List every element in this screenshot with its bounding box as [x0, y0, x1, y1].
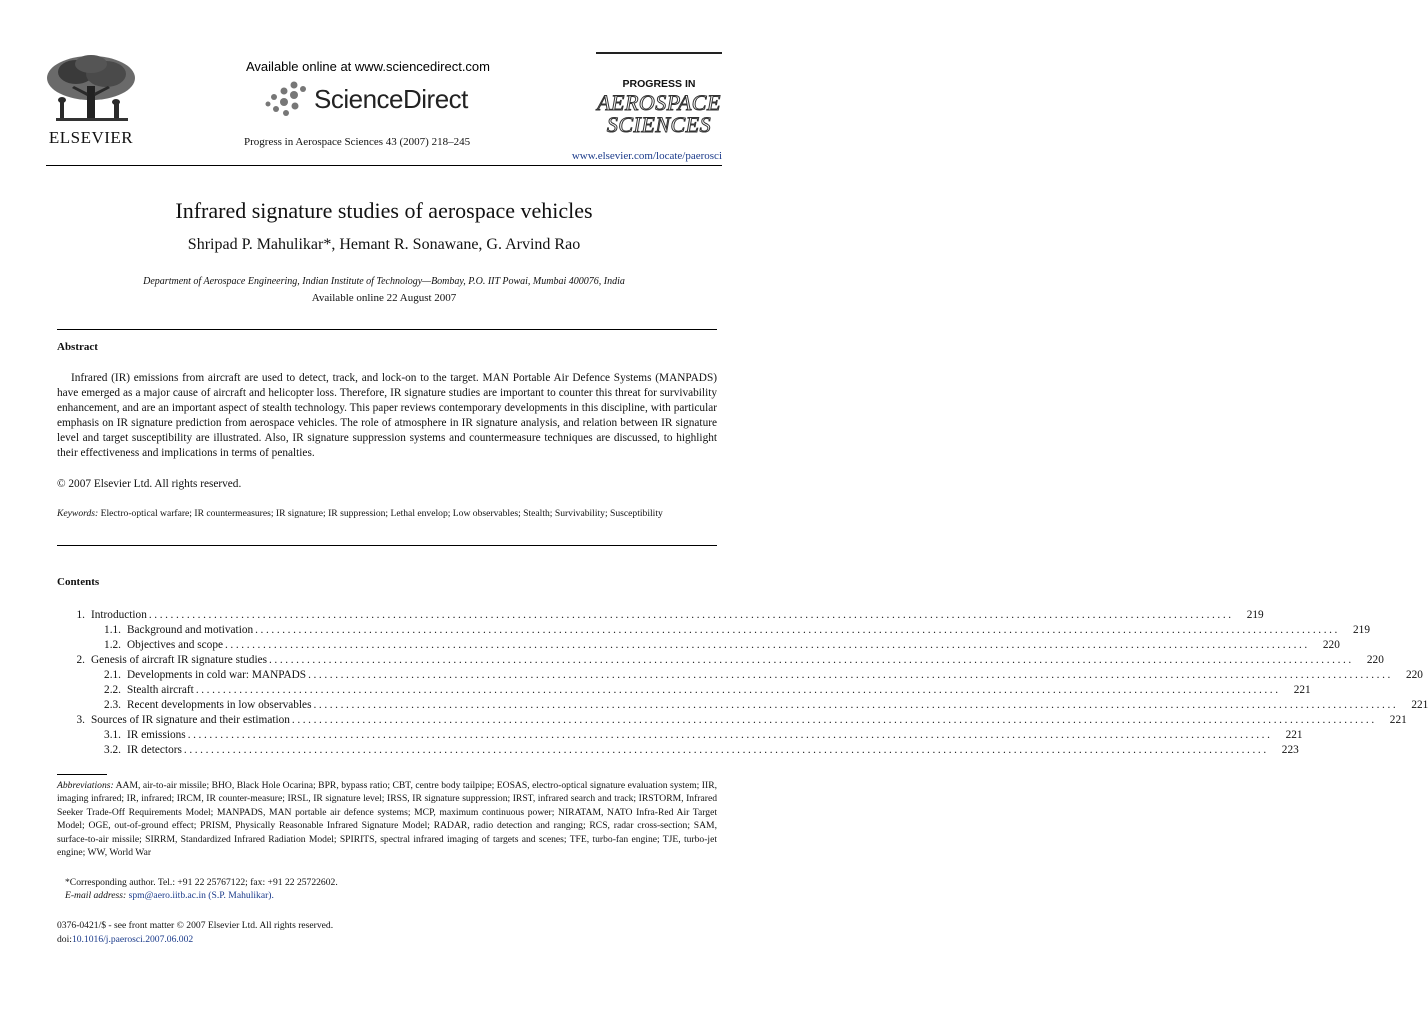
- toc-entry[interactable]: [57, 608, 1264, 623]
- toc-page: 219: [1246, 609, 1264, 621]
- toc-title: IR emissions: [127, 729, 186, 741]
- toc-title: Background and motivation: [127, 624, 254, 636]
- keywords: [57, 507, 717, 521]
- paper-title: Infrared signature studies of aerospace vehicles: [175, 198, 593, 223]
- toc-leader: ........................................................................................................................................................................................................: [291, 714, 1377, 726]
- abstract-body: Infrared (IR) emissions from aircraft are used to detect, track, and lock-on to the target. MAN Portable Air Defence Systems (MANPADS) have emerged as a major cause of aircraft and helicopter loss. Therefore, IR signature studies are important to counter this threat for survivability enhancement, and are an important aspect of stealth technology. This paper reviews contemporary developments in this discipline, with particular emphasis on IR signature prediction from aerospace vehicles. The role of atmosphere in IR signature analysis, and relation between IR signature level and target susceptibility are illustrated. Also, IR signature suppression systems and countermeasure techniques are discussed, to highlight their effectiveness and implications in terms of penalties.: [57, 372, 717, 459]
- toc-number: 2.3.: [104, 699, 121, 711]
- journal-url-link[interactable]: www.elsevier.com/locate/paerosci: [571, 150, 722, 162]
- toc-number: 2.: [76, 654, 85, 666]
- issn-line: 0376-0421/$ - see front matter © 2007 Elsevier Ltd. All rights reserved.: [57, 920, 334, 931]
- toc-page: 220: [1405, 669, 1423, 681]
- abstract-heading: Abstract: [57, 341, 98, 353]
- toc-leader: ........................................................................................................................................................................................................: [148, 609, 1234, 621]
- toc-leader: ........................................................................................................................................................................................................: [269, 654, 1354, 666]
- toc-title: Genesis of aircraft IR signature studies: [91, 654, 267, 666]
- email-label: E-mail address:: [65, 890, 127, 901]
- toc-page: 221: [1293, 684, 1311, 696]
- email-note: [57, 889, 717, 902]
- toc-number: 3.1.: [104, 729, 121, 741]
- toc-title: IR detectors: [127, 744, 182, 756]
- available-online-text: Available online at www.sciencedirect.com: [246, 59, 490, 74]
- toc-entry[interactable]: [57, 683, 1311, 698]
- toc-entry[interactable]: [57, 713, 1407, 728]
- paper-affiliation: Department of Aerospace Engineering, Indian Institute of Technology—Bombay, P.O. IIT Powai, Mumbai 400076, India: [143, 276, 625, 287]
- abbreviations-label: Abbreviations:: [57, 780, 114, 791]
- toc-entry[interactable]: [57, 623, 1370, 638]
- toc-page: 219: [1353, 624, 1370, 636]
- toc-page: 220: [1366, 654, 1384, 666]
- toc-number: 3.: [76, 714, 85, 726]
- toc-entry[interactable]: [57, 743, 1299, 758]
- toc-leader: ........................................................................................................................................................................................................: [225, 639, 1310, 651]
- toc-number: 2.1.: [104, 669, 121, 681]
- toc-page: 223: [1281, 744, 1299, 756]
- toc-entry[interactable]: [57, 653, 1384, 668]
- elsevier-logo: [36, 52, 146, 148]
- sciencedirect-wordmark: ScienceDirect: [314, 84, 468, 114]
- toc-number: 1.1.: [104, 624, 121, 636]
- toc-number: 2.2.: [104, 684, 121, 696]
- doi-line: [57, 934, 193, 945]
- toc-leader: ........................................................................................................................................................................................................: [187, 729, 1273, 741]
- keywords-label: Keywords:: [57, 508, 99, 519]
- toc-page: 221: [1411, 699, 1428, 711]
- toc-entry[interactable]: [57, 638, 1340, 653]
- toc-title: Sources of IR signature and their estimation: [91, 714, 290, 726]
- toc-title: Recent developments in low observables: [127, 699, 312, 711]
- journal-citation: Progress in Aerospace Sciences 43 (2007) 218–245: [244, 136, 471, 148]
- abbreviations-text: AAM, air-to-air missile; BHO, Black Hole Ocarina; BPR, bypass ratio; CBT, centre body tailpipe; EOSAS, electro-optical signature evaluation system; IIR, imaging infrared; IR, infrared; IRCM, IR counter-measure; IRSL, IR signature level; IRSS, IR signature suppression; IRST, infrared search and track; IRSTORM, Infrared Seeker Trade-Off Requirements Model; MANPADS, MAN portable air defence systems; MCP, maximum continuous power; NIRATAM, NATO Infra-Red Air Target Model; OGE, out-of-ground effect; PRISM, Physically Reasonable Infrared Signature Model; RADAR, radio detection and ranging; RCS, radar cross-section; SAM, surface-to-air missile; SIRRM, Standardized Infrared Radiation Model; SPIRITS, spectral infrared imaging of targets and scenes; TFE, turbo-fan engine; TJE, turbo-jet engine; WW, World War: [57, 780, 717, 859]
- available-date: Available online 22 August 2007: [311, 292, 457, 304]
- publisher-name: ELSEVIER: [48, 128, 134, 147]
- abstract-top-divider: [57, 329, 717, 330]
- doi-link[interactable]: 10.1016/j.paerosci.2007.06.002: [71, 934, 194, 945]
- toc-leader: ........................................................................................................................................................................................................: [255, 624, 1340, 636]
- toc-entry[interactable]: [57, 698, 1428, 713]
- elsevier-tree-icon: [36, 52, 146, 130]
- footnote-divider: [57, 774, 107, 775]
- doi-label: doi:: [57, 934, 72, 945]
- journal-logo: [596, 52, 722, 142]
- toc-number: 3.2.: [104, 744, 121, 756]
- toc-page: 220: [1322, 639, 1340, 651]
- sciencedirect-dots-icon: [264, 80, 310, 118]
- corresponding-author-note: *Corresponding author. Tel.: +91 22 25767122; fax: +91 22 25722602.: [65, 877, 338, 888]
- toc-number: 1.: [76, 609, 85, 621]
- journal-logo-top: PROGRESS IN: [622, 78, 696, 90]
- toc-title: Introduction: [91, 609, 147, 621]
- header-divider: [46, 165, 722, 166]
- toc-page: 221: [1389, 714, 1407, 726]
- toc-page: 221: [1285, 729, 1303, 741]
- toc-leader: ........................................................................................................................................................................................................: [183, 744, 1269, 756]
- journal-logo-word-1: AEROSPACE: [597, 90, 721, 115]
- keywords-text: Electro-optical warfare; IR countermeasures; IR signature; IR suppression; Lethal envelop; Low observables; Stealth; Survivability; Susceptibility: [100, 508, 663, 519]
- abstract-bottom-divider: [57, 545, 717, 546]
- paper-authors: Shripad P. Mahulikar*, Hemant R. Sonawane, G. Arvind Rao: [187, 236, 581, 253]
- toc-title: Objectives and scope: [127, 639, 223, 651]
- journal-logo-word-2: SCIENCES: [606, 112, 712, 137]
- abstract-copyright: © 2007 Elsevier Ltd. All rights reserved.: [57, 478, 242, 490]
- toc-entry[interactable]: [57, 668, 1423, 683]
- toc-leader: ........................................................................................................................................................................................................: [313, 699, 1399, 711]
- email-link[interactable]: spm@aero.iitb.ac.in (S.P. Mahulikar).: [128, 890, 274, 901]
- toc-title: Developments in cold war: MANPADS: [127, 669, 307, 681]
- toc-leader: ........................................................................................................................................................................................................: [308, 669, 1393, 681]
- toc-title: Stealth aircraft: [127, 684, 194, 696]
- contents-heading: Contents: [57, 576, 100, 588]
- toc-number: 1.2.: [104, 639, 121, 651]
- toc-entry[interactable]: [57, 728, 1303, 743]
- abbreviations-footnote: [57, 779, 717, 859]
- table-of-contents: [57, 608, 1428, 758]
- toc-leader: ........................................................................................................................................................................................................: [195, 684, 1281, 696]
